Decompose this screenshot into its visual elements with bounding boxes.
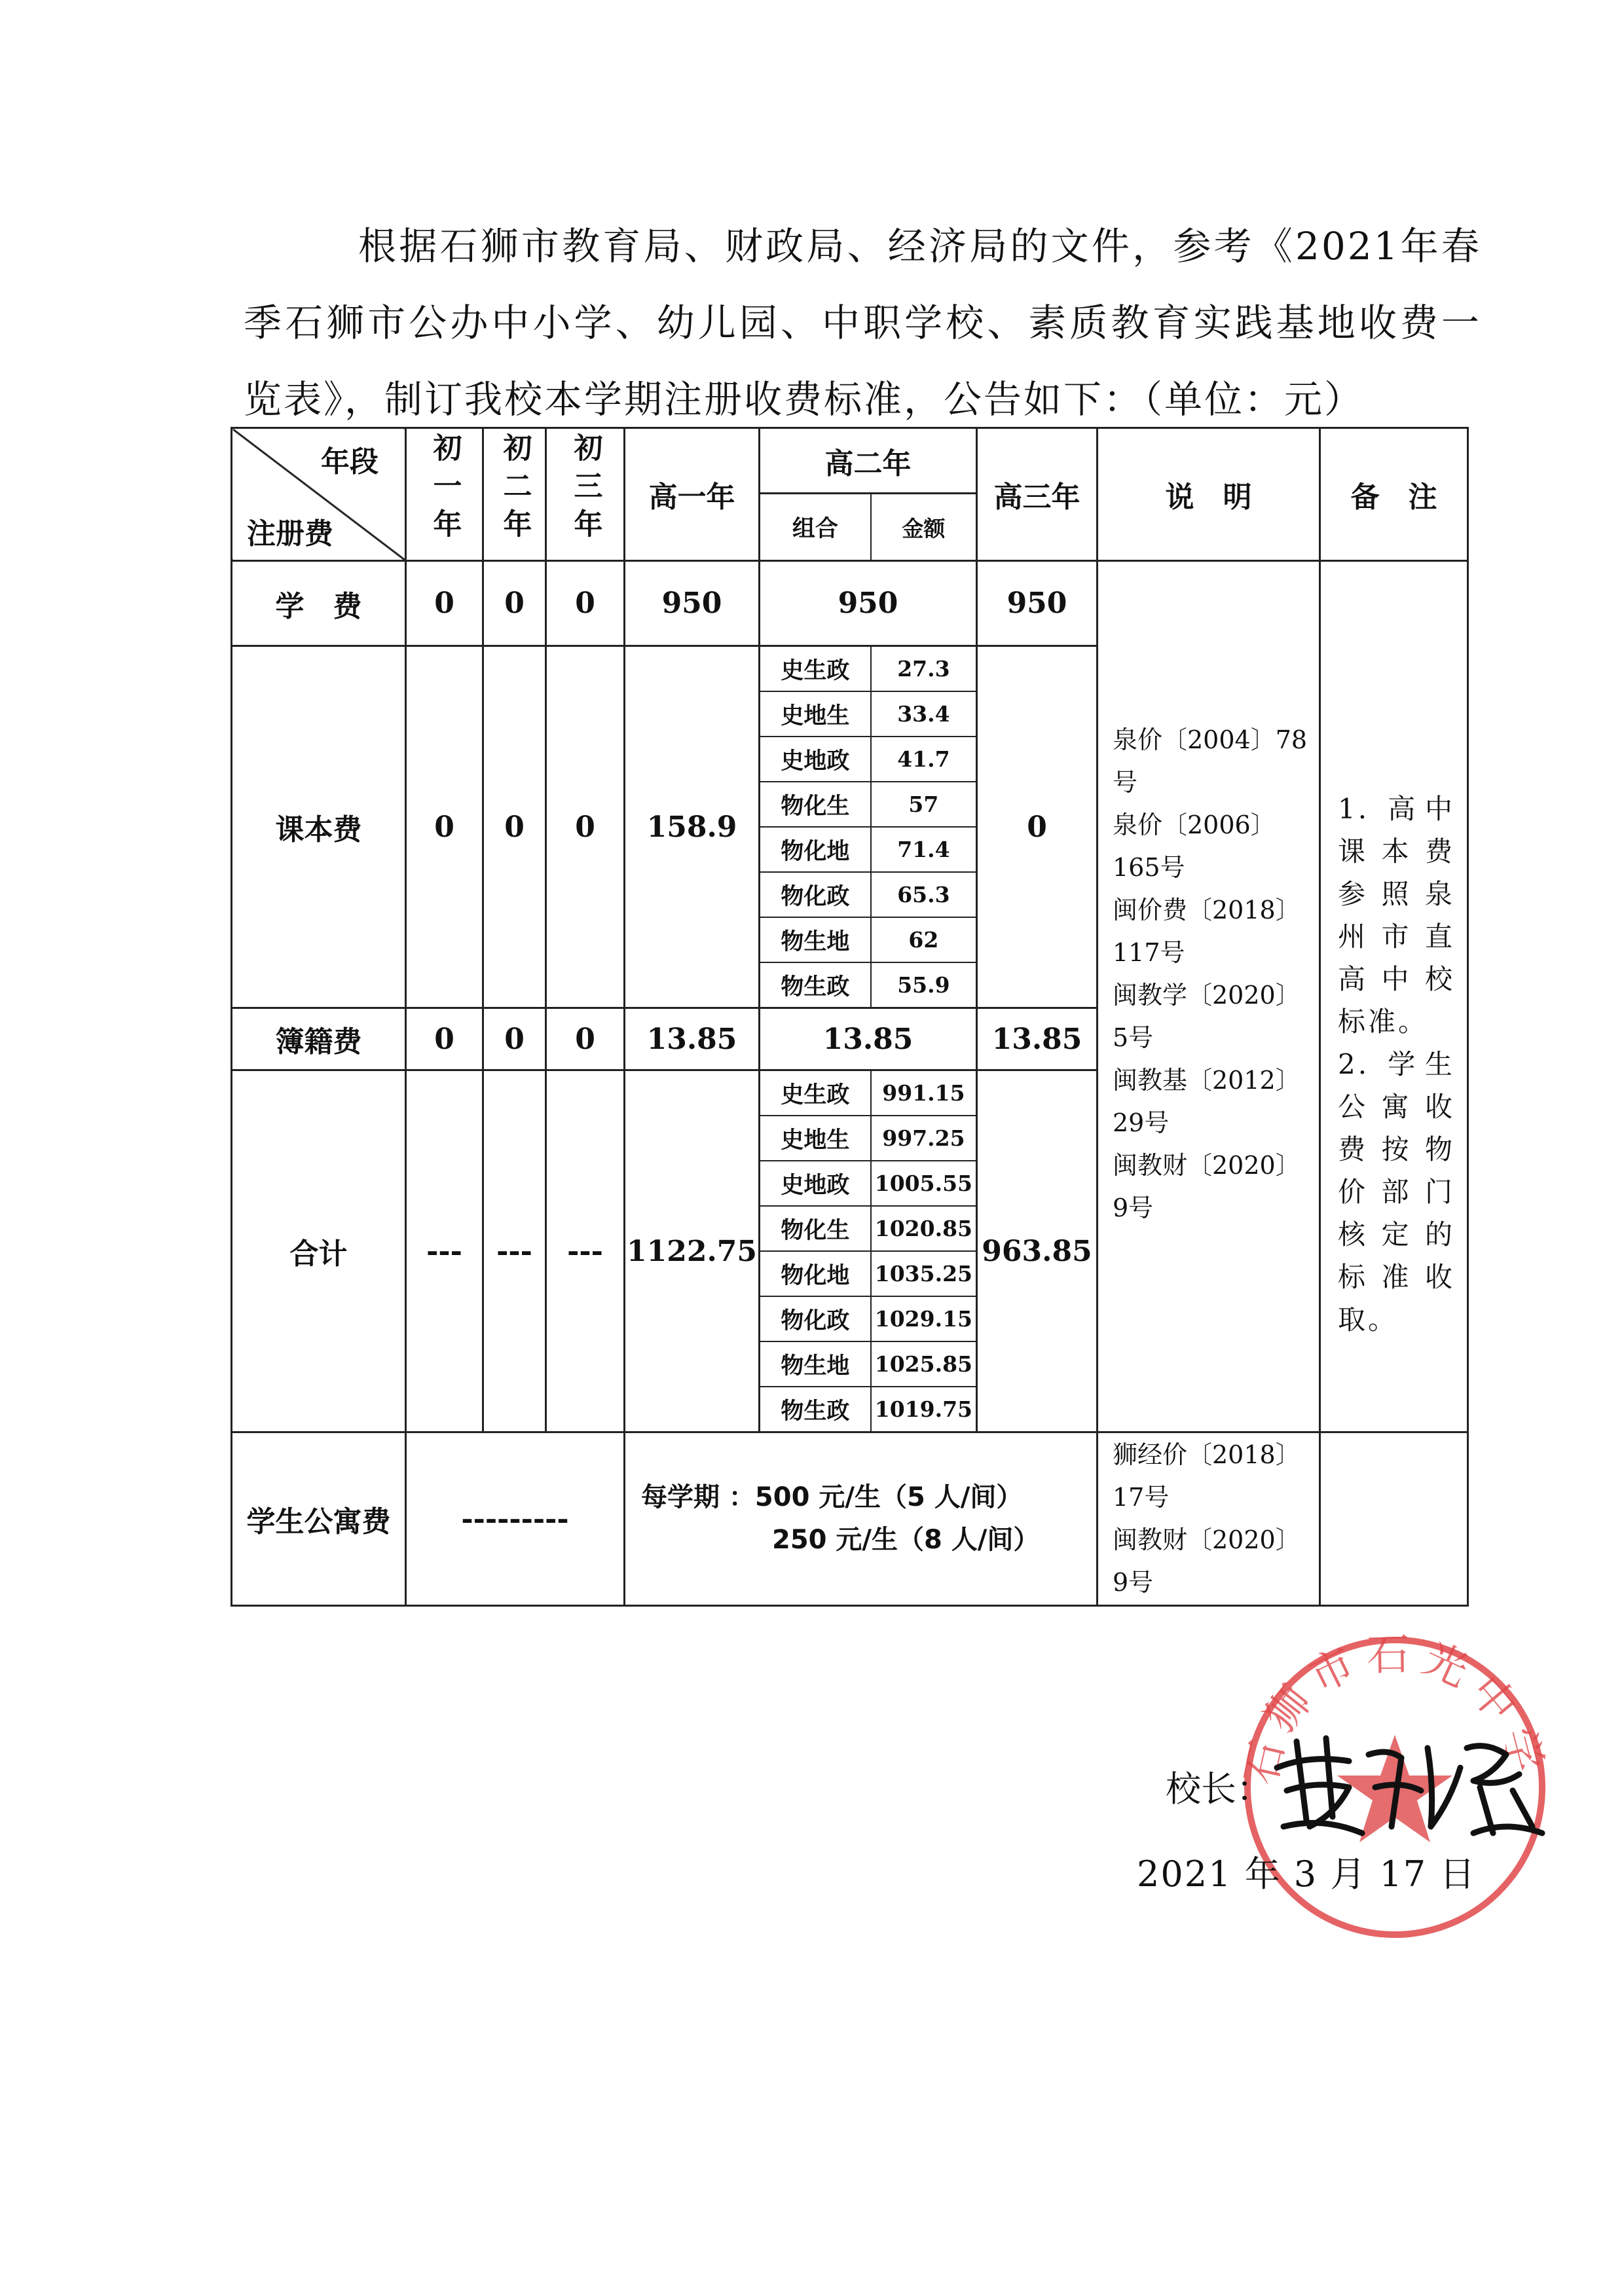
note-line: 闽教学〔2020〕5号 [1113,981,1301,1052]
dorm-fee-text [625,1432,1098,1606]
header-grade-g1: 高一年 [625,428,760,561]
corner-fee-label: 注册费 [247,517,333,551]
cell-value: 950 [760,561,977,646]
dorm-junior: --------- [406,1432,625,1606]
combo-amount: 1035.25 [871,1251,976,1296]
intro-text: 根据石狮市教育局、财政局、经济局的文件，参考《2021年春季石狮市公办中小学、幼儿园、中职学校、素质教育实践基地收费一览表》，制订我校本学期注册收费标准，公告如下：（单位：元） [244,224,1481,422]
combo-name: 物化政 [760,872,871,917]
notes-cell [1098,561,1320,1432]
combo-amount: 27.3 [871,647,976,691]
note-line: 闽教财〔2020〕9号 [1113,1151,1301,1222]
note-line: 闽价费〔2018〕117号 [1113,896,1301,967]
header-grade-c1: 初一年 [406,428,483,561]
dorm-line-1: 每学期 ：500 元/生（5 人/间） [641,1482,1023,1512]
principal-label: 校长： [1166,1768,1272,1810]
cell-value: 0 [406,561,483,646]
note-line: 闽教基〔2012〕29号 [1113,1066,1301,1137]
cell-value: 0 [483,646,546,1008]
header-amount: 金额 [871,494,976,560]
cell-value: 950 [977,561,1098,646]
row-label-dorm: 学生公寓费 [232,1432,406,1606]
cell-value: 13.85 [977,1008,1098,1070]
header-combo: 组合 [760,494,871,560]
row-label-textbook: 课本费 [232,646,406,1008]
cell-value: 0 [546,1008,625,1070]
combo-name: 物生政 [760,962,871,1007]
remark-line: 1. 高中课本费参照泉州市直高中校标准。 [1338,793,1455,1038]
combo-amount: 997.25 [871,1116,976,1161]
seal-text: 石狮市石光中学 [1235,1629,1555,1789]
cell-value: 0 [977,646,1098,1008]
cell-value: 0 [406,646,483,1008]
row-label-tuition: 学 费 [232,561,406,646]
dorm-line-2: 250 元/生（8 人/间） [772,1525,1040,1555]
combo-name: 物化地 [760,1251,871,1296]
cell-value: --- [483,1070,546,1432]
header-grade-g2: 高二年 [760,428,977,494]
corner-grade-label: 年段 [321,445,378,479]
header-remarks: 备 注 [1320,428,1468,561]
remark-line: 2. 学生公寓收费按物价部门核定的标准收取。 [1338,1048,1455,1336]
combo-amount: 1020.85 [871,1206,976,1251]
combo-amount: 55.9 [871,962,976,1007]
combo-amount: 1029.15 [871,1296,976,1341]
cell-value: 963.85 [977,1070,1098,1432]
cell-value: 0 [546,561,625,646]
textbook-combos [760,646,977,1008]
note-line: 泉价〔2004〕78号 [1113,725,1308,797]
cell-value: 13.85 [625,1008,760,1070]
combo-name: 史生政 [760,1071,871,1116]
combo-name: 物化政 [760,1296,871,1341]
combo-amount: 41.7 [871,737,976,782]
cell-value: 950 [625,561,760,646]
row-label-total: 合计 [232,1070,406,1432]
combo-amount: 71.4 [871,827,976,872]
fee-table [231,427,1469,1607]
combo-name: 物化生 [760,782,871,827]
note-line: 泉价〔2006〕165号 [1113,811,1276,882]
combo-name: 史生政 [760,647,871,691]
header-corner [232,428,406,561]
cell-value: 1122.75 [625,1070,760,1432]
combo-name: 物化地 [760,827,871,872]
combo-name: 史地生 [760,691,871,737]
cell-value: 13.85 [760,1008,977,1070]
combo-amount: 1005.55 [871,1161,976,1206]
cell-value: 0 [406,1008,483,1070]
dorm-remark-empty [1320,1432,1468,1606]
note-line: 闽教财〔2020〕9号 [1113,1525,1301,1597]
combo-name: 史地政 [760,737,871,782]
combo-amount: 57 [871,782,976,827]
combo-name: 物生政 [760,1387,871,1431]
combo-name: 史地政 [760,1161,871,1206]
combo-name: 物生地 [760,1341,871,1387]
cell-value: 0 [483,1008,546,1070]
header-grade-c2: 初二年 [483,428,546,561]
combo-amount: 1025.85 [871,1341,976,1387]
combo-amount: 33.4 [871,691,976,737]
row-label-register: 簿籍费 [232,1008,406,1070]
cell-value: 0 [483,561,546,646]
cell-value: --- [406,1070,483,1432]
combo-name: 物生地 [760,917,871,962]
header-grade-c3: 初三年 [546,428,625,561]
signing-date: 2021 年 3 月 17 日 [1137,1853,1477,1895]
principal-signature [1270,1728,1552,1840]
cell-value: --- [546,1070,625,1432]
intro-paragraph [244,208,1481,438]
combo-amount: 62 [871,917,976,962]
dorm-notes [1098,1432,1320,1606]
header-grade-g3: 高三年 [977,428,1098,561]
note-line: 狮经价〔2018〕17号 [1113,1440,1301,1512]
combo-name: 物化生 [760,1206,871,1251]
total-combos [760,1070,977,1432]
combo-amount: 991.15 [871,1071,976,1116]
cell-value: 0 [546,646,625,1008]
header-notes: 说 明 [1098,428,1320,561]
combo-amount: 65.3 [871,872,976,917]
combo-name: 史地生 [760,1116,871,1161]
remarks-cell [1320,561,1468,1432]
combo-amount: 1019.75 [871,1387,976,1431]
cell-value: 158.9 [625,646,760,1008]
header-g2-sub [760,494,977,561]
